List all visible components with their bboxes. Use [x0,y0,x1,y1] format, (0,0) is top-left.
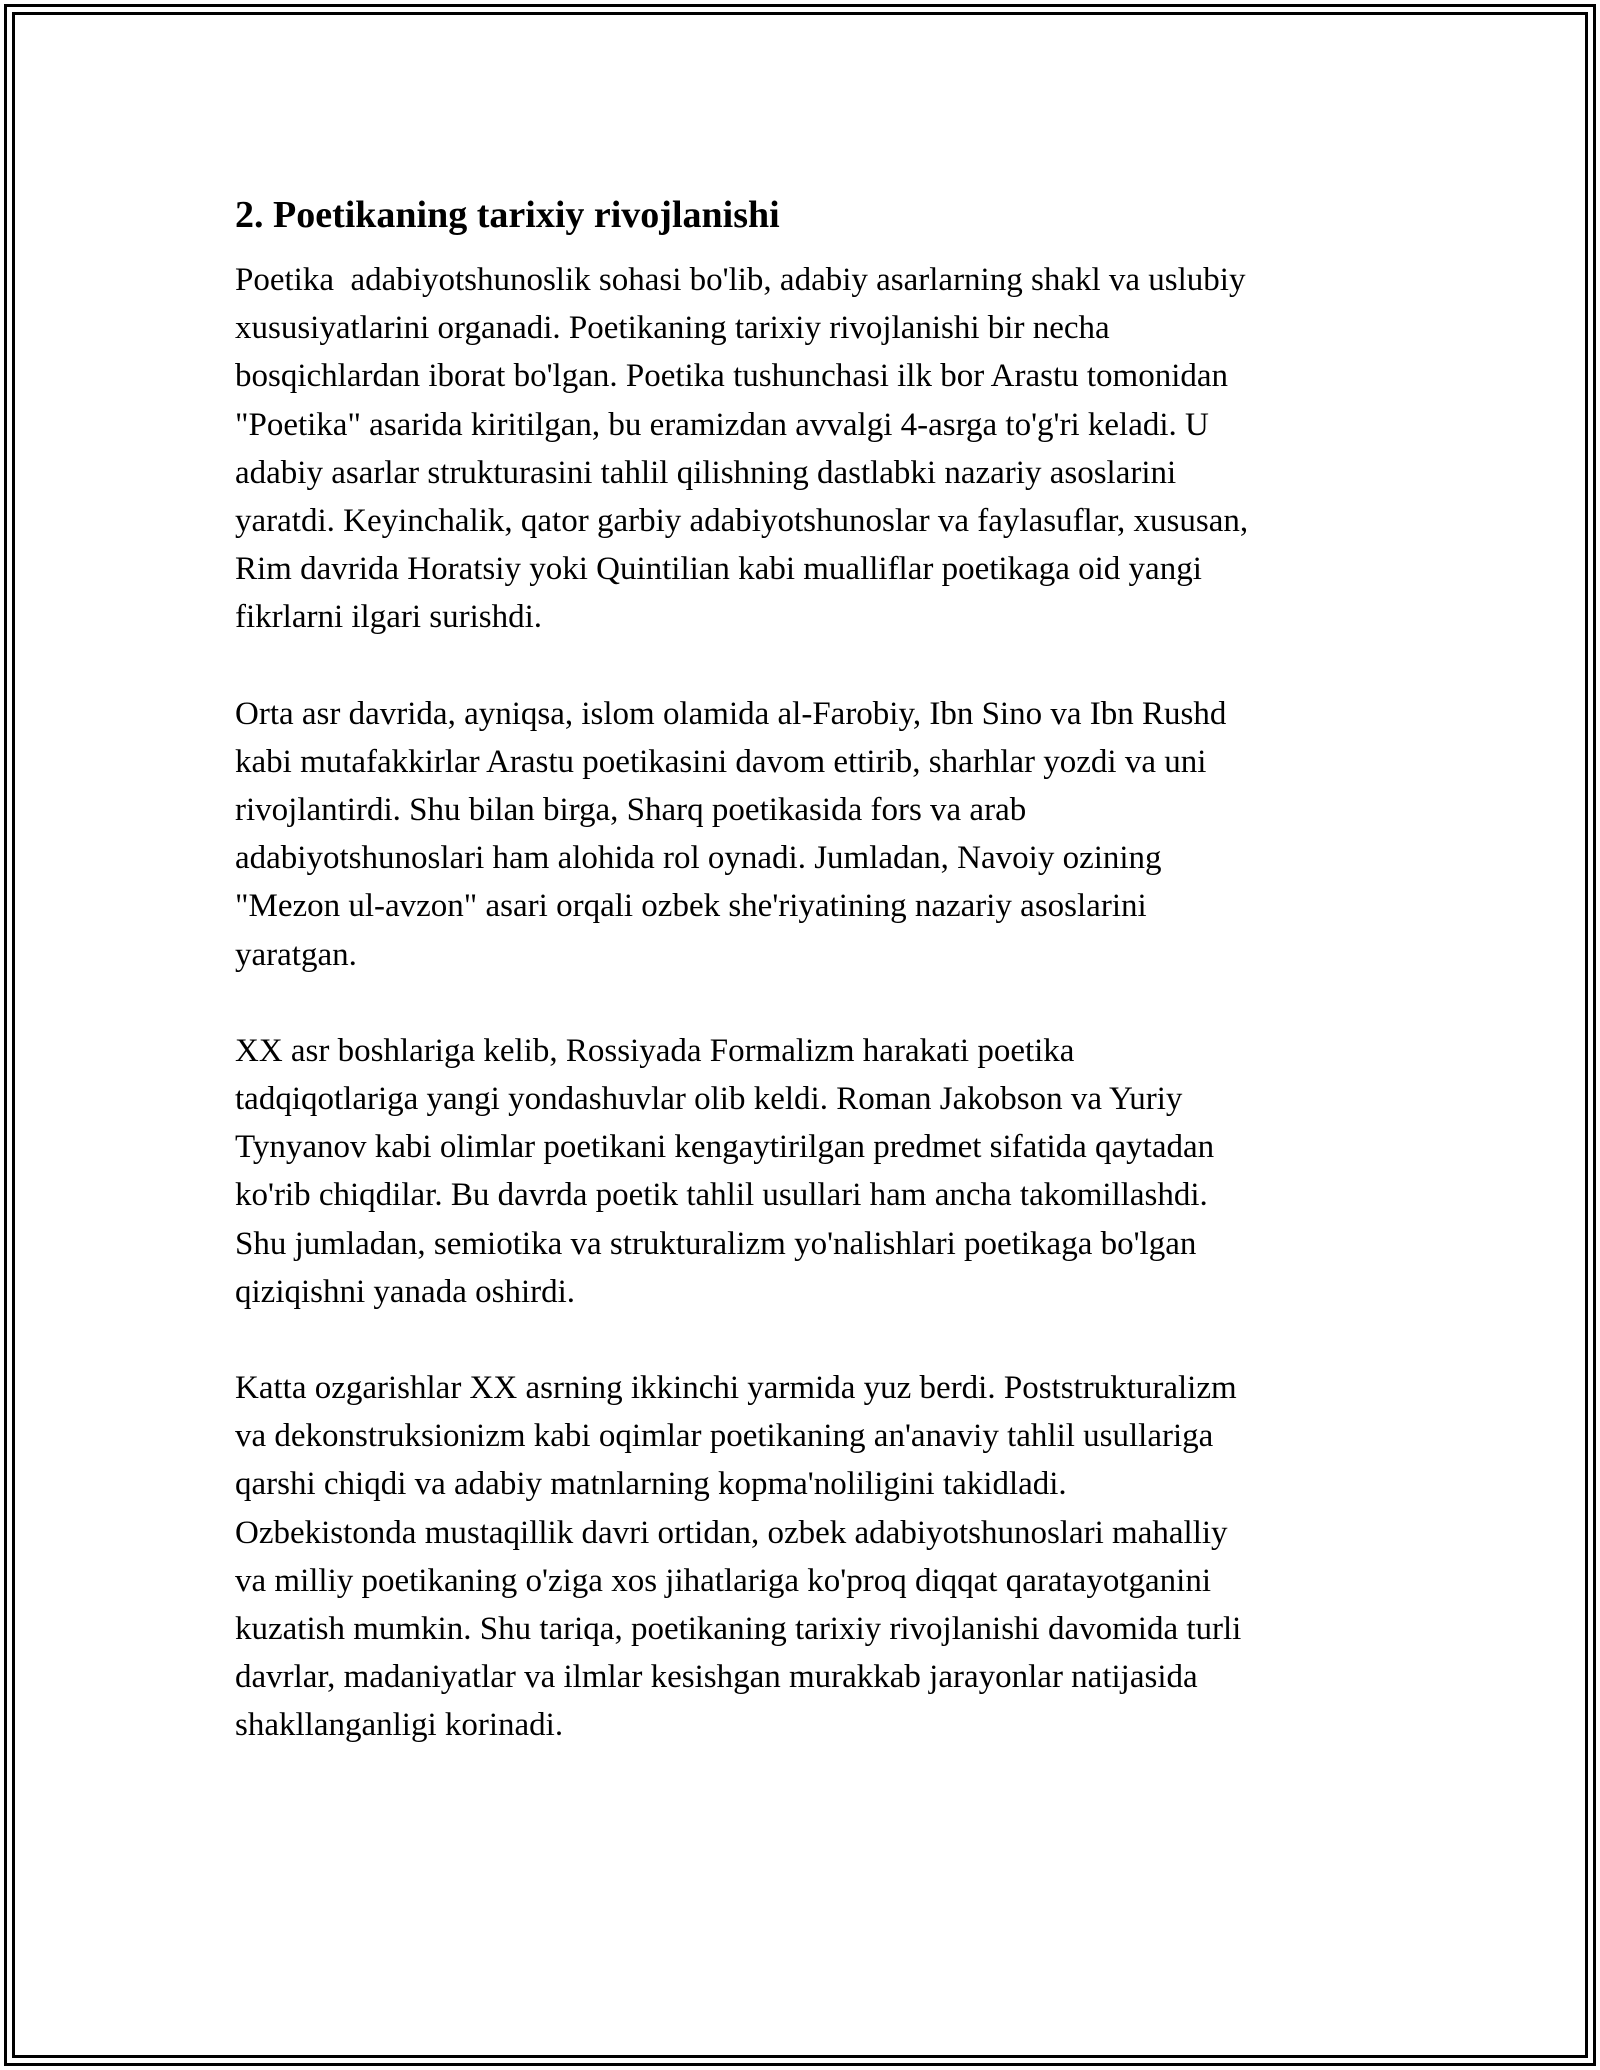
paragraph-line: va milliy poetikaning o'ziga xos jihatlariga ko'proq diqqat qaratayotganini [235,1562,1211,1599]
paragraph-line: Poetika adabiyotshunoslik sohasi bo'lib, adabiy asarlarning shakl va uslubiy [235,262,1246,298]
paragraph-line: kabi mutafakkirlar Arastu poetikasini davom ettirib, sharhlar yozdi va uni [235,743,1207,780]
paragraph-line: qarshi chiqdi va adabiy matnlarning kopma'noliligini takidladi. [235,1466,1067,1503]
paragraph-line: tadqiqotlariga yangi yondashuvlar olib keldi. Roman Jakobson va Yuriy [235,1081,1183,1118]
paragraph-line: shakllanganligi korinadi. [235,1707,564,1744]
paragraph [235,1027,1380,1316]
paragraph-line: adabiyotshunoslari ham alohida rol oynadi. Jumladan, Navoiy ozining [235,840,1162,877]
paragraph-line: XX asr boshlariga kelib, Rossiyada Formalizm harakati poetika [235,1032,1075,1069]
paragraph-line: Rim davrida Horatsiy yoki Quintilian kabi mualliflar poetikaga oid yangi [235,551,1202,588]
document-body [235,188,1380,1798]
paragraph-line: Katta ozgarishlar XX asrning ikkinchi yarmida yuz berdi. Poststrukturalizm [235,1370,1237,1407]
paragraph-line: qiziqishni yanada oshirdi. [235,1273,576,1310]
paragraph-line: fikrlarni ilgari surishdi. [235,599,543,636]
paragraph [235,1364,1380,1750]
paragraph-line: Shu jumladan, semiotika va strukturalizm yo'nalishlari poetikaga bo'lgan [235,1225,1197,1262]
paragraph-line: Orta asr davrida, ayniqsa, islom olamida al-Farobiy, Ibn Sino va Ibn Rushd [235,695,1227,732]
paragraph-line: bosqichlardan iborat bo'lgan. Poetika tushunchasi ilk bor Arastu tomonidan [235,358,1229,395]
paragraph-line: "Mezon ul-avzon" asari orqali ozbek she'riyatining nazariy asoslarini [235,888,1147,925]
paragraph-list [235,256,1380,1750]
paragraph-line: adabiy asarlar strukturasini tahlil qilishning dastlabki nazariy asoslarini [235,454,1177,491]
paragraph [235,690,1380,979]
paragraph-line: kuzatish mumkin. Shu tariqa, poetikaning tarixiy rivojlanishi davomida turli [235,1611,1242,1648]
paragraph-line: yaratdi. Keyinchalik, qator garbiy adabiyotshunoslar va faylasuflar, xususan, [235,503,1249,540]
paragraph-line: rivojlantirdi. Shu bilan birga, Sharq poetikasida fors va arab [235,792,1027,829]
section-heading: 2. Poetikaning tarixiy rivojlanishi [235,194,780,236]
paragraph [235,256,1380,642]
paragraph-line: Tynyanov kabi olimlar poetikani kengaytirilgan predmet sifatida qaytadan [235,1129,1215,1166]
paragraph-line: davrlar, madaniyatlar va ilmlar kesishgan murakkab jarayonlar natijasida [235,1659,1198,1696]
paragraph-line: Ozbekistonda mustaqillik davri ortidan, ozbek adabiyotshunoslari mahalliy [235,1514,1228,1551]
paragraph-line: xususiyatlarini organadi. Poetikaning tarixiy rivojlanishi bir necha [235,310,1110,347]
paragraph-line: "Poetika" asarida kiritilgan, bu eramizdan avvalgi 4-asrga to'g'ri keladi. U [235,406,1209,443]
paragraph-line: ko'rib chiqdilar. Bu davrda poetik tahlil usullari ham ancha takomillashdi. [235,1177,1208,1214]
paragraph-line: yaratgan. [235,936,357,973]
paragraph-line: va dekonstruksionizm kabi oqimlar poetikaning an'anaviy tahlil usullariga [235,1418,1214,1455]
